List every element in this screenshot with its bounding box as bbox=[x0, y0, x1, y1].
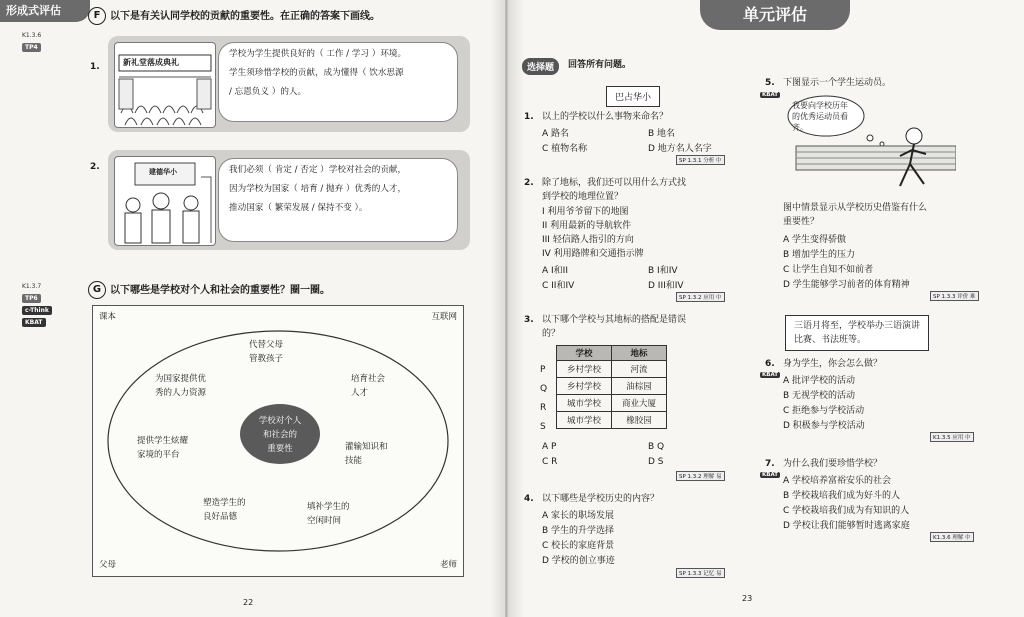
q3-text-2: 的？ bbox=[542, 329, 561, 339]
q6-option-a[interactable]: A 批评学校的活动 bbox=[783, 376, 856, 386]
f-item-2-statement bbox=[218, 158, 458, 242]
table-cell: 油棕园 bbox=[612, 378, 667, 395]
q6-option-c[interactable]: C 拒绝参与学校活动 bbox=[783, 406, 865, 416]
q7-number: 7. bbox=[765, 459, 775, 469]
q6-option-b[interactable]: B 无视学校的活动 bbox=[783, 391, 856, 401]
unit-assessment-title: 单元评估 bbox=[700, 0, 850, 30]
left-page-number: 22 bbox=[243, 598, 254, 607]
option-line: 家境的平台 bbox=[137, 450, 180, 460]
q1-option-d[interactable]: D 地方名人名字 bbox=[648, 144, 712, 154]
section-g-letter: G bbox=[88, 281, 106, 299]
option-good-character[interactable] bbox=[203, 496, 246, 524]
q2-statement-2: II 利用最新的导航软件 bbox=[542, 221, 632, 231]
q3-row-label-p: P bbox=[540, 365, 546, 375]
section-g-title: 以下哪些是学校对个人和社会的重要性？圈一圈。 bbox=[110, 285, 330, 296]
table-cell: 商业大厦 bbox=[612, 395, 667, 412]
table-row bbox=[557, 361, 667, 378]
school-sign-text: 建德华小 bbox=[149, 168, 177, 176]
f-item-1-line-1: 学校为学生提供良好的（ 工作 / 学习 ）环境。 bbox=[229, 49, 407, 59]
corner-internet: 互联网 bbox=[431, 312, 457, 322]
q6-number: 6. bbox=[765, 359, 775, 369]
q3-number: 3. bbox=[524, 315, 534, 325]
option-replace-parents[interactable] bbox=[249, 338, 283, 366]
section-g-heading bbox=[88, 281, 330, 299]
q2-option-c[interactable]: C II和IV bbox=[542, 281, 575, 291]
trilingual-notice bbox=[785, 315, 929, 351]
q5-option-d[interactable]: D 学生能够学习前者的体育精神 bbox=[783, 280, 910, 290]
q5-text: 下图显示一个学生运动员。 bbox=[783, 78, 892, 88]
q4-option-b[interactable]: B 学生的升学选择 bbox=[542, 526, 615, 536]
school-sign-box: 巴占华小 bbox=[606, 86, 660, 107]
f-item-1-card bbox=[108, 36, 470, 132]
notice-line-1: 三语月将至，学校举办三语演讲 bbox=[794, 321, 921, 331]
thought-line-2: 的优秀运动员看 bbox=[792, 112, 848, 121]
q3-option-c[interactable]: C R bbox=[542, 457, 558, 467]
option-social-talent[interactable] bbox=[351, 372, 385, 400]
q2-statement-4: IV 利用路牌和交通指示牌 bbox=[542, 249, 644, 259]
diagram-center-label bbox=[249, 414, 311, 456]
f-item-1-statement bbox=[218, 42, 458, 122]
q4-number: 4. bbox=[524, 494, 534, 504]
hall-banner-text: 新礼堂落成典礼 bbox=[123, 58, 179, 67]
option-line: 技能 bbox=[345, 456, 363, 466]
q2-statement-1: I 利用爷爷留下的地图 bbox=[542, 207, 629, 217]
school-people-illustration bbox=[114, 156, 216, 246]
q3-text-1: 以下哪个学校与其地标的搭配是错误 bbox=[542, 315, 687, 325]
q4-text: 以下哪些是学校历史的内容？ bbox=[542, 494, 660, 504]
option-line: 培育社会 bbox=[351, 374, 386, 384]
f-item-2-line-1: 我们必须（ 肯定 / 否定 ）学校对社会的贡献， bbox=[229, 165, 407, 175]
corner-teacher: 老师 bbox=[439, 560, 457, 570]
section-f-title: 以下是有关认同学校的贡献的重要性。在正确的答案下画线。 bbox=[110, 11, 380, 22]
thought-line-3: 齐。 bbox=[792, 123, 808, 132]
q3-reference: SP 1.3.2 理解 易 bbox=[676, 471, 725, 481]
table-cell: 城市学校 bbox=[557, 412, 612, 429]
center-line-2: 和社会的 bbox=[262, 430, 297, 440]
option-line: 填补学生的 bbox=[307, 502, 350, 512]
center-line-1: 学校对个人 bbox=[258, 416, 302, 426]
q2-text-2: 到学校的地理位置？ bbox=[542, 192, 624, 202]
table-cell: 乡村学校 bbox=[557, 378, 612, 395]
q5-option-c[interactable]: C 让学生自知不如前者 bbox=[783, 265, 874, 275]
center-line-3: 重要性 bbox=[267, 444, 293, 454]
option-line: 秀的人力资源 bbox=[155, 388, 207, 398]
q7-option-b[interactable]: B 学校栽培我们成为好斗的人 bbox=[783, 491, 901, 501]
book-gutter bbox=[490, 0, 524, 617]
hall-ceremony-illustration bbox=[114, 42, 216, 128]
f-item-2-line-3: 推动国家（ 繁荣发展 / 保持不变 ）。 bbox=[229, 203, 368, 213]
q3-option-b[interactable]: B Q bbox=[648, 442, 665, 452]
q3-option-d[interactable]: D S bbox=[648, 457, 664, 467]
option-line: 空闲时间 bbox=[307, 516, 342, 526]
corner-parents: 父母 bbox=[99, 560, 117, 570]
q1-option-c[interactable]: C 植物名称 bbox=[542, 144, 588, 154]
importance-diagram bbox=[92, 305, 464, 577]
option-free-time[interactable] bbox=[307, 500, 350, 528]
option-knowledge-skills[interactable] bbox=[345, 440, 388, 468]
g-kbat-badge: KBAT bbox=[22, 318, 46, 327]
thought-line-1: 我要向学校历年 bbox=[792, 101, 848, 110]
q3-option-a[interactable]: A P bbox=[542, 442, 557, 452]
q4-option-a[interactable]: A 家长的职场发展 bbox=[542, 511, 615, 521]
q5-number: 5. bbox=[765, 78, 775, 88]
option-line: 塑造学生的 bbox=[203, 498, 246, 508]
q5-option-b[interactable]: B 增加学生的压力 bbox=[783, 250, 856, 260]
q1-number: 1. bbox=[524, 112, 534, 122]
option-line: 提供学生炫耀 bbox=[137, 436, 189, 446]
q7-kbat-badge: KBAT bbox=[762, 472, 779, 478]
option-line: 灌输知识和 bbox=[345, 442, 388, 452]
q5-thought-bubble bbox=[792, 100, 848, 133]
f-item-2-number: 2. bbox=[90, 162, 100, 172]
g-cthink-badge: c-Think bbox=[22, 306, 52, 315]
q7-text: 为什么我们要珍惜学校？ bbox=[783, 459, 883, 469]
table-cell: 城市学校 bbox=[557, 395, 612, 412]
f-item-1-line-2: 学生须珍惜学校的贡献，成为懂得（ 饮水思源 bbox=[229, 68, 404, 78]
q3-match-table bbox=[556, 345, 667, 429]
table-cell: 乡村学校 bbox=[557, 361, 612, 378]
q2-option-a[interactable]: A I和II bbox=[542, 266, 568, 276]
q5-kbat-badge: KBAT bbox=[762, 92, 779, 98]
table-row bbox=[557, 395, 667, 412]
q3-header-landmark: 地标 bbox=[612, 346, 667, 361]
option-line: 为国家提供优 bbox=[155, 374, 207, 384]
q2-number: 2. bbox=[524, 178, 534, 188]
q4-option-c[interactable]: C 校长的家庭背景 bbox=[542, 541, 615, 551]
option-line: 人才 bbox=[351, 388, 369, 398]
q2-statement-3: III 轻信路人指引的方向 bbox=[542, 235, 634, 245]
table-cell: 橡胶园 bbox=[612, 412, 667, 429]
q6-kbat-badge: KBAT bbox=[762, 372, 779, 378]
option-human-resources[interactable] bbox=[155, 372, 206, 400]
q1-option-b[interactable]: B 地名 bbox=[648, 129, 676, 139]
f-tp-badge: TP4 bbox=[22, 43, 41, 52]
q2-text-1: 除了地标，我们还可以用什么方式找 bbox=[542, 178, 687, 188]
section-f-letter: F bbox=[88, 7, 106, 25]
q5-reference: SP 1.3.3 评价 难 bbox=[930, 291, 979, 301]
q7-reference: K1.3.6 理解 中 bbox=[930, 532, 974, 542]
section-f-heading bbox=[88, 7, 380, 25]
q4-option-d[interactable]: D 学校的创立事迹 bbox=[542, 556, 615, 566]
q6-reference: K1.3.5 应用 中 bbox=[930, 432, 974, 442]
q1-reference: SP 1.3.1 分析 中 bbox=[676, 155, 725, 165]
notice-line-2: 比赛、书法班等。 bbox=[794, 335, 867, 345]
f-item-1-line-3: / 忘恩负义 ）的人。 bbox=[229, 87, 307, 97]
q3-header-school: 学校 bbox=[557, 346, 612, 361]
q1-text: 以上的学校以什么事物来命名？ bbox=[542, 112, 669, 122]
f-item-1-number: 1. bbox=[90, 62, 100, 72]
right-page-number: 23 bbox=[742, 594, 753, 603]
q3-row-label-r: R bbox=[540, 403, 547, 413]
instruction-pill: 选择题 bbox=[522, 58, 559, 75]
table-row bbox=[557, 378, 667, 395]
option-line: 代替父母 bbox=[249, 340, 284, 350]
q3-row-label-q: Q bbox=[540, 384, 548, 394]
option-line: 管教孩子 bbox=[249, 354, 284, 364]
option-show-off-platform[interactable] bbox=[137, 434, 188, 462]
g-tp-badge: TP6 bbox=[22, 294, 41, 303]
table-cell: 河流 bbox=[612, 361, 667, 378]
f-skill-code: K1.3.6 bbox=[22, 32, 42, 39]
q5-option-a[interactable]: A 学生变得骄傲 bbox=[783, 235, 847, 245]
q2-option-b[interactable]: B I和IV bbox=[648, 266, 678, 276]
f-item-2-line-2: 因为学校为国家（ 培育 / 抛弃 ）优秀的人才， bbox=[229, 184, 407, 194]
q7-option-c[interactable]: C 学校栽培我们成为有知识的人 bbox=[783, 506, 910, 516]
q6-option-d[interactable]: D 积极参与学校活动 bbox=[783, 421, 865, 431]
g-skill-code: K1.3.7 bbox=[22, 283, 42, 290]
q2-reference: SP 1.3.2 应用 中 bbox=[676, 292, 725, 302]
f-item-2-card bbox=[108, 150, 470, 250]
table-row bbox=[557, 412, 667, 429]
instruction-text: 回答所有问题。 bbox=[568, 60, 632, 70]
q6-text: 身为学生，你会怎么做？ bbox=[783, 359, 883, 369]
q7-option-d[interactable]: D 学校让我们能够暂时逃离家庭 bbox=[783, 521, 910, 531]
q2-option-d[interactable]: D III和IV bbox=[648, 281, 684, 291]
q7-option-a[interactable]: A 学校培养富裕安乐的社会 bbox=[783, 476, 892, 486]
q5-question-1: 图中情景显示从学校历史借鉴有什么 bbox=[783, 203, 928, 213]
q4-reference: SP 1.3.3 记忆 易 bbox=[676, 568, 725, 578]
left-page bbox=[0, 0, 505, 617]
q1-option-a[interactable]: A 路名 bbox=[542, 129, 570, 139]
formative-tab: 形成式评估 bbox=[0, 0, 90, 22]
q3-row-label-s: S bbox=[540, 422, 546, 432]
option-line: 良好品德 bbox=[203, 512, 238, 522]
q5-question-2: 重要性？ bbox=[783, 217, 820, 227]
corner-textbook: 课本 bbox=[99, 312, 117, 322]
